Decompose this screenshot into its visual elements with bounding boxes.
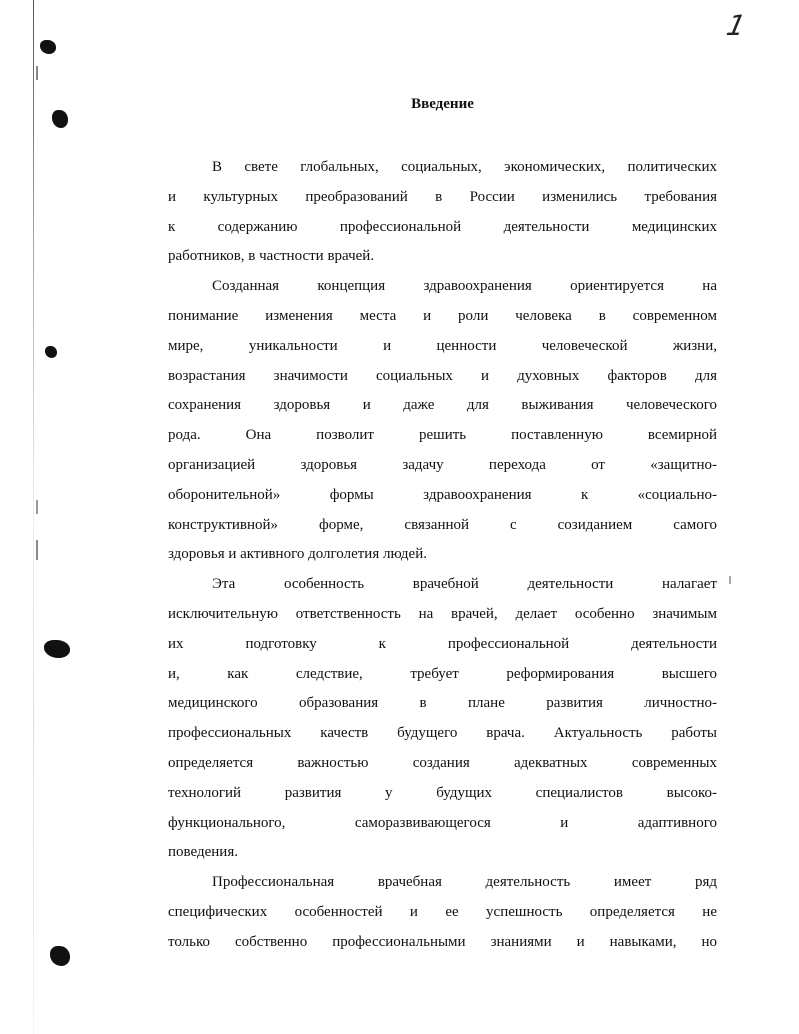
paragraph xyxy=(168,153,717,272)
text-line: и, как следствие, требует реформирования высшего xyxy=(168,665,717,682)
text-line: технологий развития у будущих специалистов высоко- xyxy=(168,784,717,801)
paragraph xyxy=(168,868,717,957)
text-line: здоровья и активного долголетия людей. xyxy=(168,546,427,563)
binding-hole-mark xyxy=(44,640,70,658)
section-title: Введение xyxy=(411,96,474,112)
text-line: понимание изменения места и роли человека в современном xyxy=(168,307,717,324)
text-line: возрастания значимости социальных и духовных факторов для xyxy=(168,367,717,384)
text-line: Эта особенность врачебной деятельности налагает xyxy=(212,576,717,593)
text-line: сохранения здоровья и даже для выживания человеческого xyxy=(168,397,717,414)
text-line: их подготовку к профессиональной деятельности xyxy=(168,635,717,652)
text-line: В свете глобальных, социальных, экономических, политических xyxy=(212,159,717,175)
text-line: Созданная концепция здравоохранения ориентируется на xyxy=(212,278,717,295)
text-line: функционального, саморазвивающегося и адаптивного xyxy=(168,814,717,831)
paragraph xyxy=(168,570,717,868)
binding-hole-mark xyxy=(45,346,57,358)
text-line: конструктивной» форме, связанной с созиданием самого xyxy=(168,516,717,533)
binding-hole-mark xyxy=(50,946,70,966)
text-line: только собственно профессиональными знаниями и навыками, но xyxy=(168,933,717,950)
scan-speck xyxy=(36,66,38,80)
text-line: поведения. xyxy=(168,844,238,861)
paragraph xyxy=(168,272,717,570)
page-number: 1 xyxy=(723,9,749,42)
text-line: к содержанию профессиональной деятельности медицинских xyxy=(168,218,717,235)
text-line: работников, в частности врачей. xyxy=(168,248,375,265)
scan-speck xyxy=(36,500,38,514)
body-text xyxy=(168,153,717,958)
text-line: рода. Она позволит решить поставленную всемирной xyxy=(168,427,717,444)
scan-speck xyxy=(36,540,38,560)
text-line: мире, уникальности и ценности человеческой жизни, xyxy=(168,337,717,354)
text-line: Профессиональная врачебная деятельность имеет ряд xyxy=(212,874,717,891)
text-line: специфических особенностей и ее успешность определяется не xyxy=(168,903,717,920)
scan-edge-line xyxy=(33,0,34,1034)
text-line: определяется важностью создания адекватных современных xyxy=(168,754,717,771)
text-line: организацией здоровья задачу перехода от «защитно- xyxy=(168,456,717,473)
text-line: медицинского образования в плане развития личностно- xyxy=(168,695,717,712)
text-line: и культурных преобразований в России изменились требования xyxy=(168,188,717,205)
text-line: профессиональных качеств будущего врача. Актуальность работы xyxy=(168,725,717,742)
binding-hole-mark xyxy=(40,40,56,54)
scan-speck xyxy=(729,576,731,584)
text-line: исключительную ответственность на врачей, делает особенно значимым xyxy=(168,605,717,622)
text-line: оборонительной» формы здравоохранения к «социально- xyxy=(168,486,717,503)
